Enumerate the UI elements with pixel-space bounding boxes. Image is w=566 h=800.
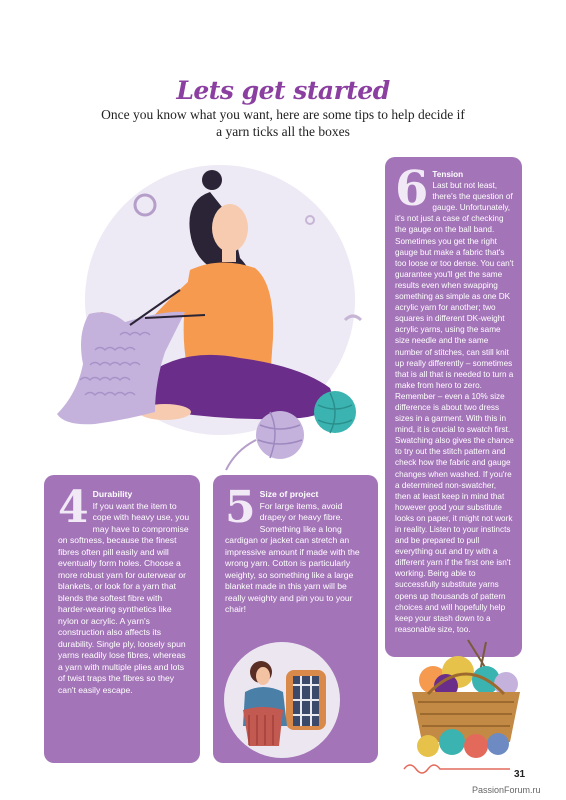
yarn-strand-decoration: [402, 762, 512, 776]
tip-4-durability-panel: [44, 475, 200, 763]
tip-5-body: For large items, avoid drapey or heavy fibre. Something like a long cardigan or jacket can stretch an impressive amount if made with the wrong yarn. Cotton is particularly weighty, so something like a large blanket made in this yarn will be really weighty and pin you to your chair!: [225, 500, 360, 614]
knitting-woman-illustration: [40, 150, 380, 480]
page-number: 31: [514, 769, 526, 780]
tip-4-body: If you want the item to cope with heavy use, you may have to compromise on softness, because the finest fibres often pill easily and will eventually form holes. Choose a more robust yarn for outerwear or blankets, or look for a yarn that blends the softest fibre with harder-wearing synthetics like nylon or acrylic. A yarn's construction also affects its durability. Single ply, loosely spun yarns readily lose fibres, whereas a yarn with multiple plies and lots of twist traps the fibres so they can't easily escape.: [58, 500, 190, 695]
tip-6-title: Tension: [432, 170, 464, 179]
tip-5-number: 5: [225, 482, 256, 533]
tip-5-text: [225, 482, 368, 616]
tip-6-number: 6: [395, 161, 429, 217]
tip-6-text: [395, 161, 514, 635]
tip-4-text: [58, 482, 190, 696]
tip-4-title: Durability: [92, 489, 133, 499]
tip-6-body: Last but not least, there's the question of gauge. Unfortunately, it's not just a case of checking the gauge on the ball band. Sometimes you get the right gauge but make a fabric that's too loose or too dense. You can't guarantee you'll get the same results even when swapping something as simple as one DK acrylic yarn for another; two squares in different DK-weight acrylic yarns, using the same size needle and the same number of stitches, can still knit up really differently – sometimes that is all that is needed to turn a make from hero to zero. Remember – even a 10% size difference is about two dress sizes in a garment. With this in mind, it is crucial to swatch first. Swatching also gives the chance to try out the stitch pattern and check how the fabric and gauge changes when washed. If you're a determined non-swatcher, then at least keep in mind that however good your substitute looks on paper, it might not work in reality. Listen to your instincts and be prepared to pull everything out and try with a different yarn if the first one isn't working. Being able to successfully substitute yarns opens up thousands of pattern choices and will hopefully help keep your stash down to a reasonable size, too.: [395, 181, 514, 634]
page-title: Lets get started: [176, 76, 390, 105]
watermark-credit: PassionForum.ru: [472, 785, 541, 795]
page-subtitle: Once you know what you want, here are some tips to help decide if a yarn ticks all the boxes: [101, 107, 465, 139]
tip-5-title: Size of project: [259, 489, 319, 499]
tip-6-tension-panel: [385, 157, 522, 657]
sofa-knitter-illustration: [221, 640, 343, 760]
yarn-basket-illustration: [398, 620, 528, 770]
tip-4-number: 4: [58, 482, 89, 533]
